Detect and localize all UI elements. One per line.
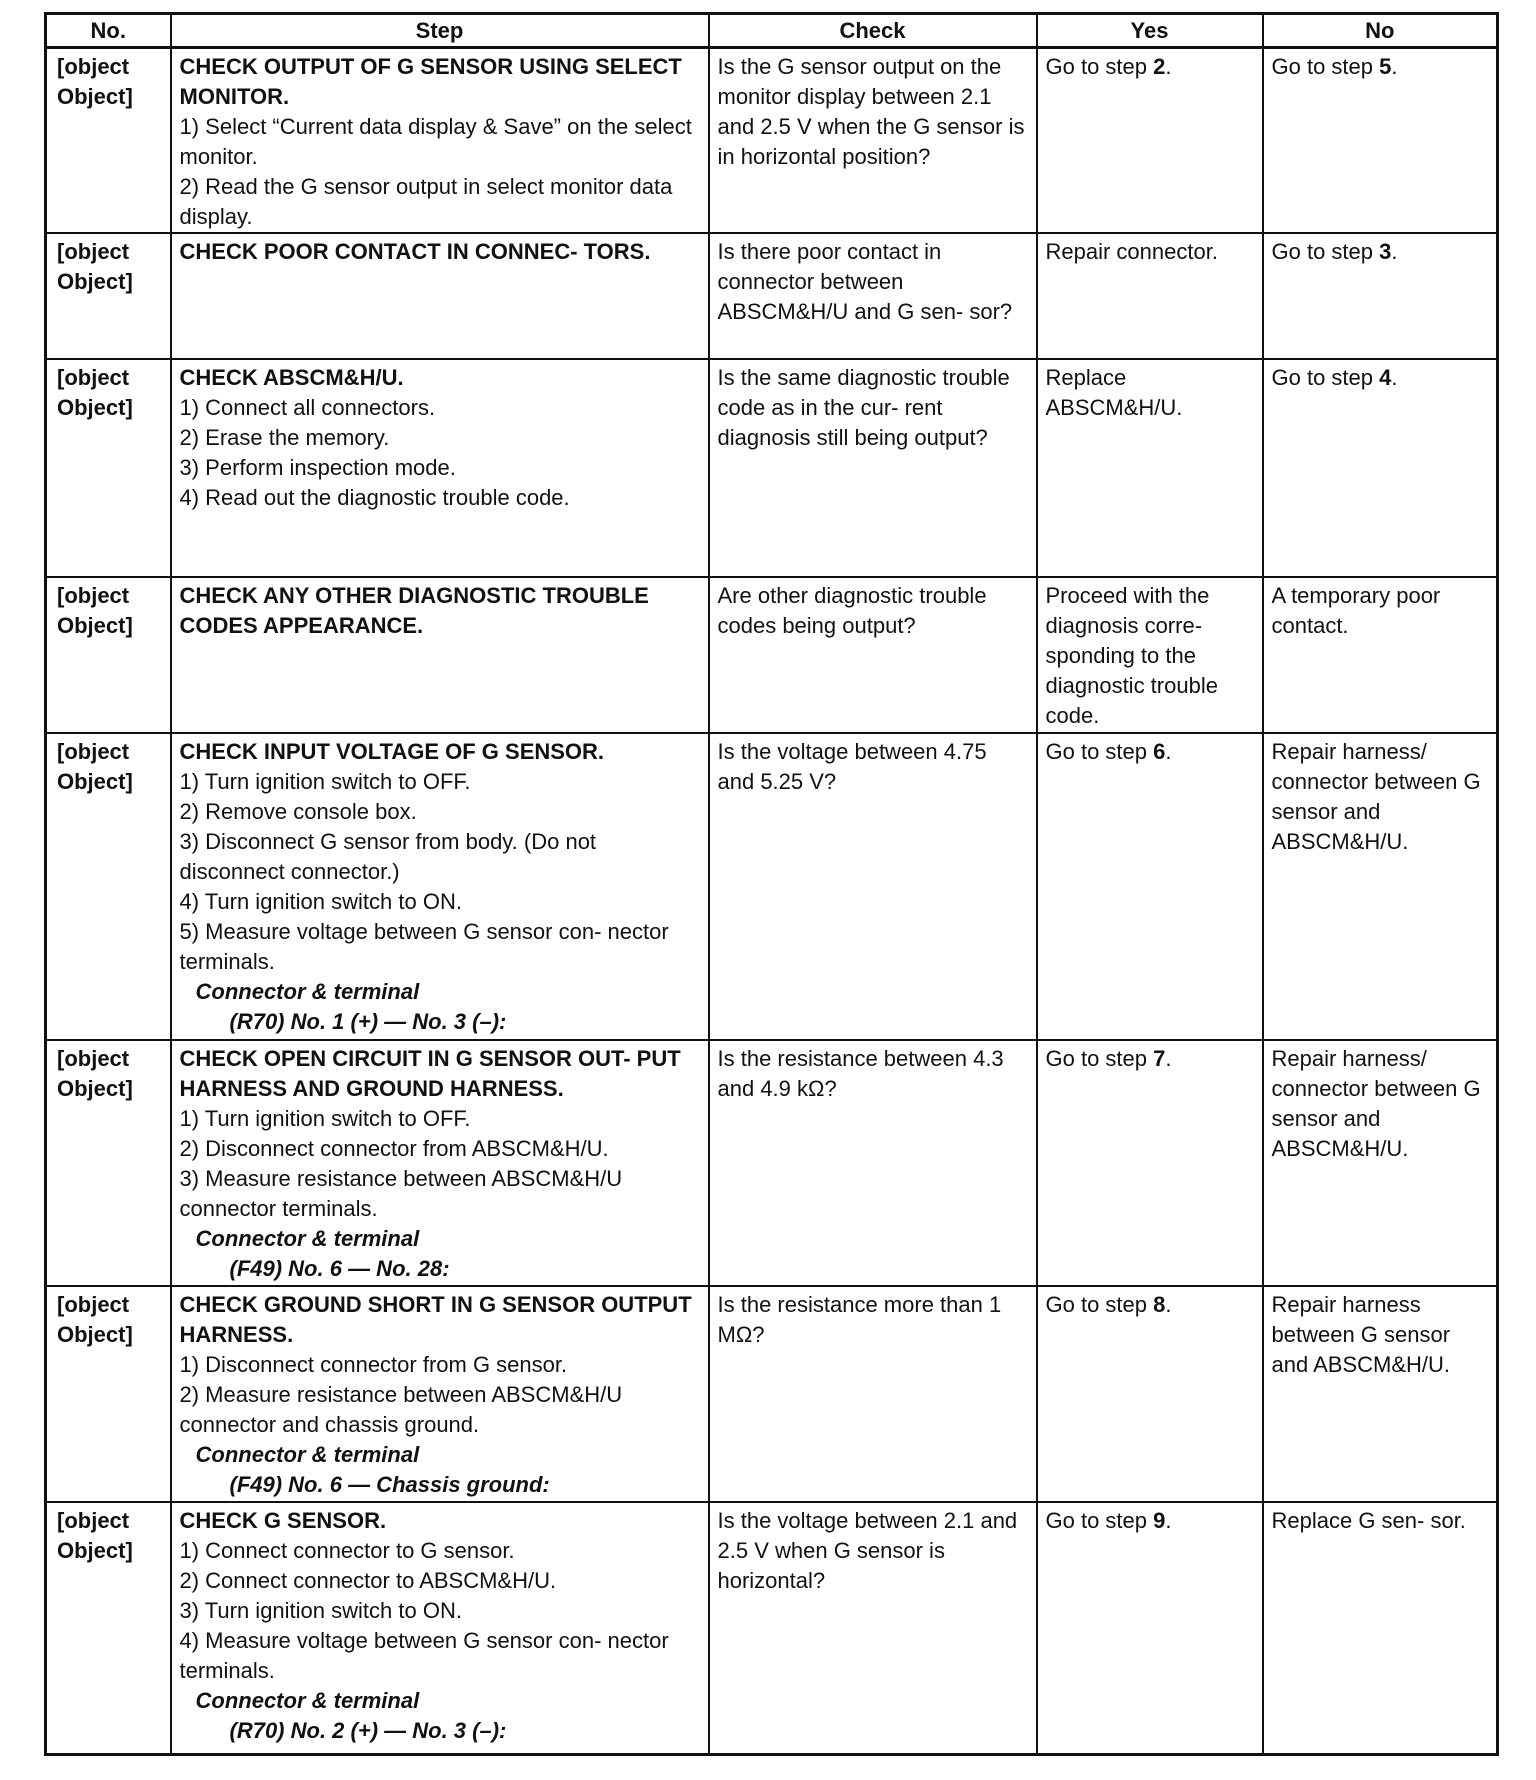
step-instruction: 3) Perform inspection mode.	[179, 455, 456, 480]
step-cell	[171, 1040, 709, 1286]
check-cell: Is the G sensor output on the monitor display between 2.1 and 2.5 V when the G sensor is in horizontal position?	[709, 48, 1037, 234]
connector-terminal-value: (R70) No. 1 (+) — No. 3 (–):	[229, 1009, 507, 1034]
step-cell	[171, 1286, 709, 1502]
step-instruction: 2) Remove console box.	[179, 799, 417, 824]
step-instruction: 1) Connect connector to G sensor.	[179, 1538, 515, 1563]
no-text: A temporary poor contact.	[1271, 583, 1441, 638]
step-cell	[171, 577, 709, 733]
yes-cell	[1037, 733, 1263, 1040]
check-cell: Is the voltage between 2.1 and 2.5 V when G sensor is horizontal?	[709, 1502, 1037, 1754]
step-title: CHECK ABSCM&H/U.	[179, 365, 404, 390]
step-instruction: 2) Measure resistance between ABSCM&H/U connector and chassis ground.	[179, 1382, 623, 1437]
yes-tail: .	[1165, 1292, 1172, 1317]
yes-step-ref: 9	[1153, 1508, 1166, 1533]
no-cell	[1263, 1040, 1498, 1286]
check-cell: Is there poor contact in connector between ABSCM&H/U and G sen- sor?	[709, 233, 1037, 359]
connector-terminal-value: (R70) No. 2 (+) — No. 3 (–):	[229, 1718, 507, 1743]
yes-step-ref: 6	[1153, 739, 1166, 764]
table-row	[46, 233, 1498, 359]
no-cell	[1263, 48, 1498, 234]
step-instruction: 2) Connect connector to ABSCM&H/U.	[179, 1568, 557, 1593]
table-row	[46, 48, 1498, 234]
step-title: CHECK POOR CONTACT IN CONNEC- TORS.	[179, 239, 651, 264]
yes-text: Repair connector.	[1045, 239, 1218, 264]
step-instruction: 4) Measure voltage between G sensor con- nector terminals.	[179, 1628, 669, 1683]
step-instruction: 3) Measure resistance between ABSCM&H/U connector terminals.	[179, 1166, 623, 1221]
yes-text: Proceed with the diagnosis corre- sponding to the diagnostic trouble code.	[1045, 583, 1218, 728]
no-step-ref: 4	[1379, 365, 1392, 390]
step-instruction: 5) Measure voltage between G sensor con- nector terminals.	[179, 919, 669, 974]
no-text: Repair harness/ connector between G sensor and ABSCM&H/U.	[1271, 739, 1481, 854]
step-cell	[171, 48, 709, 234]
check-cell: Is the resistance between 4.3 and 4.9 kΩ?	[709, 1040, 1037, 1286]
step-instruction: 2) Read the G sensor output in select monitor data display.	[179, 174, 673, 229]
no-cell	[1263, 577, 1498, 733]
header-yes: Yes	[1037, 14, 1263, 48]
row-number: [object Object]	[46, 1286, 171, 1502]
diagnostic-procedure-document	[44, 12, 1499, 1756]
no-text: Repair harness between G sensor and ABSCM&H/U.	[1271, 1292, 1451, 1377]
no-tail: .	[1391, 365, 1398, 390]
step-instruction: 3) Turn ignition switch to ON.	[179, 1598, 462, 1623]
table-row	[46, 359, 1498, 577]
yes-cell	[1037, 48, 1263, 234]
step-title: CHECK OUTPUT OF G SENSOR USING SELECT MONITOR.	[179, 54, 682, 109]
connector-terminal-value: (F49) No. 6 — Chassis ground:	[229, 1472, 550, 1497]
yes-cell	[1037, 233, 1263, 359]
yes-text: Go to step	[1045, 54, 1154, 79]
no-cell	[1263, 233, 1498, 359]
yes-tail: .	[1165, 1508, 1172, 1533]
check-cell: Is the same diagnostic trouble code as in the cur- rent diagnosis still being output?	[709, 359, 1037, 577]
no-tail: .	[1391, 54, 1398, 79]
step-instruction: 1) Connect all connectors.	[179, 395, 436, 420]
row-number: [object Object]	[46, 577, 171, 733]
connector-terminal-label: Connector & terminal	[195, 979, 420, 1004]
yes-tail: .	[1165, 1046, 1172, 1071]
yes-step-ref: 7	[1153, 1046, 1166, 1071]
table-row	[46, 1286, 1498, 1502]
connector-terminal-value: (F49) No. 6 — No. 28:	[229, 1256, 450, 1281]
step-title: CHECK INPUT VOLTAGE OF G SENSOR.	[179, 739, 605, 764]
no-cell	[1263, 1502, 1498, 1754]
no-text: Replace G sen- sor.	[1271, 1508, 1466, 1533]
yes-step-ref: 8	[1153, 1292, 1166, 1317]
table-row	[46, 577, 1498, 733]
step-instruction: 1) Turn ignition switch to OFF.	[179, 1106, 471, 1131]
check-cell: Is the voltage between 4.75 and 5.25 V?	[709, 733, 1037, 1040]
yes-tail: .	[1165, 54, 1172, 79]
no-text: Repair harness/ connector between G sensor and ABSCM&H/U.	[1271, 1046, 1481, 1161]
step-instruction: 4) Turn ignition switch to ON.	[179, 889, 462, 914]
row-number: [object Object]	[46, 1502, 171, 1754]
yes-cell	[1037, 1502, 1263, 1754]
header-no: No.	[46, 14, 171, 48]
yes-tail: .	[1165, 739, 1172, 764]
connector-terminal-label: Connector & terminal	[195, 1442, 420, 1467]
no-cell	[1263, 733, 1498, 1040]
row-number: [object Object]	[46, 733, 171, 1040]
step-instruction: 1) Select “Current data display & Save” on the select monitor.	[179, 114, 692, 169]
step-instruction: 1) Disconnect connector from G sensor.	[179, 1352, 568, 1377]
yes-cell	[1037, 359, 1263, 577]
no-tail: .	[1391, 239, 1398, 264]
step-title: CHECK ANY OTHER DIAGNOSTIC TROUBLE CODES APPEARANCE.	[179, 583, 649, 638]
header-no-result: No	[1263, 14, 1498, 48]
header-step: Step	[171, 14, 709, 48]
step-instruction: 1) Turn ignition switch to OFF.	[179, 769, 471, 794]
check-cell: Is the resistance more than 1 MΩ?	[709, 1286, 1037, 1502]
table-row	[46, 1502, 1498, 1754]
connector-terminal-label: Connector & terminal	[195, 1226, 420, 1251]
yes-text: Go to step	[1045, 1508, 1154, 1533]
row-number: [object Object]	[46, 359, 171, 577]
no-step-ref: 3	[1379, 239, 1392, 264]
yes-text: Replace ABSCM&H/U.	[1045, 365, 1183, 420]
header-check: Check	[709, 14, 1037, 48]
step-cell	[171, 233, 709, 359]
no-cell	[1263, 359, 1498, 577]
table-row	[46, 1040, 1498, 1286]
step-title: CHECK GROUND SHORT IN G SENSOR OUTPUT HARNESS.	[179, 1292, 692, 1347]
yes-cell	[1037, 1040, 1263, 1286]
step-cell	[171, 1502, 709, 1754]
yes-cell	[1037, 577, 1263, 733]
row-number: [object Object]	[46, 48, 171, 234]
table-header-row	[46, 14, 1498, 48]
row-number: [object Object]	[46, 233, 171, 359]
no-step-ref: 5	[1379, 54, 1392, 79]
no-text: Go to step	[1271, 365, 1380, 390]
check-cell: Are other diagnostic trouble codes being output?	[709, 577, 1037, 733]
table-row	[46, 733, 1498, 1040]
yes-text: Go to step	[1045, 739, 1154, 764]
yes-text: Go to step	[1045, 1046, 1154, 1071]
yes-cell	[1037, 1286, 1263, 1502]
step-title: CHECK G SENSOR.	[179, 1508, 387, 1533]
yes-step-ref: 2	[1153, 54, 1166, 79]
no-text: Go to step	[1271, 239, 1380, 264]
no-text: Go to step	[1271, 54, 1380, 79]
yes-text: Go to step	[1045, 1292, 1154, 1317]
connector-terminal-label: Connector & terminal	[195, 1688, 420, 1713]
no-cell	[1263, 1286, 1498, 1502]
step-title: CHECK OPEN CIRCUIT IN G SENSOR OUT- PUT HARNESS AND GROUND HARNESS.	[179, 1046, 681, 1101]
diagnostic-table	[44, 12, 1499, 1756]
step-instruction: 3) Disconnect G sensor from body. (Do not disconnect connector.)	[179, 829, 597, 884]
step-instruction: 2) Disconnect connector from ABSCM&H/U.	[179, 1136, 609, 1161]
step-instruction: 2) Erase the memory.	[179, 425, 390, 450]
row-number: [object Object]	[46, 1040, 171, 1286]
step-cell	[171, 733, 709, 1040]
step-cell	[171, 359, 709, 577]
step-instruction: 4) Read out the diagnostic trouble code.	[179, 485, 570, 510]
